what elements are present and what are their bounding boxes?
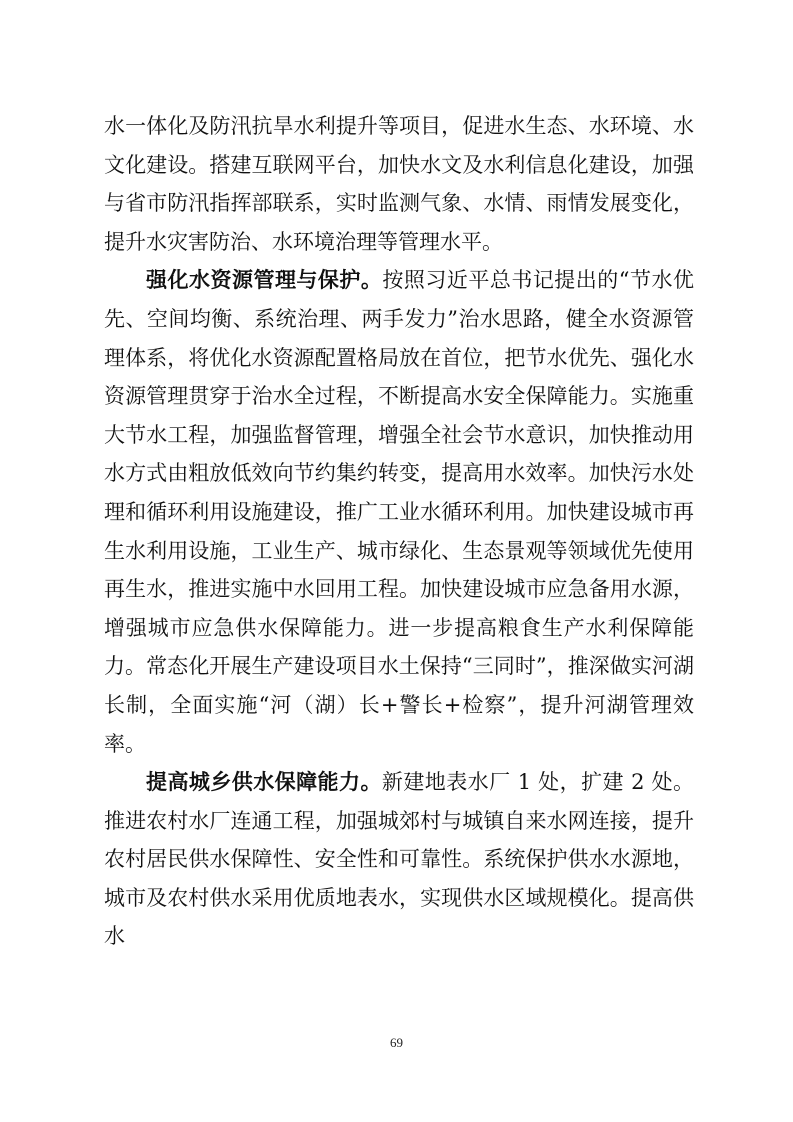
paragraph-water-supply bbox=[104, 763, 694, 956]
body-text bbox=[104, 107, 694, 956]
page-number: 69 bbox=[390, 1035, 403, 1050]
paragraph-heading: 提高城乡供水保障能力。 bbox=[146, 769, 382, 795]
paragraph-text: 水一体化及防汛抗旱水利提升等项目，促进水生态、水环境、水文化建设。搭建互联网平台，加快水文及水利信息化建设，加强与省市防汛指挥部联系，实时监测气象、水情、雨情发展变化，提升水灾害防治、水环境治理等管理水平。 bbox=[104, 114, 694, 254]
paragraph-water-resource-management bbox=[104, 261, 694, 763]
paragraph-continuation bbox=[104, 107, 694, 261]
paragraph-text: 按照习近平总书记提出的“节水优先、空间均衡、系统治理、两手发力”治水思路，健全水资源管理体系，将优化水资源配置格局放在首位，把节水优先、强化水资源管理贯穿于治水全过程，不断提高水安全保障能力。实施重大节水工程，加强监督管理，增强全社会节水意识，加快推动用水方式由粗放低效向节约集约转变，提高用水效率。加快污水处理和循环利用设施建设，推广工业水循环利用。加快建设城市再生水利用设施，工业生产、城市绿化、生态景观等领域优先使用再生水，推进实施中水回用工程。加快建设城市应急备用水源，增强城市应急供水保障能力。进一步提高粮食生产水利保障能力。常态化开展生产建设项目水土保持“三同时”，推深做实河湖长制，全面实施“河（湖）长+警长+检察”，提升河湖管理效率。 bbox=[104, 268, 694, 756]
paragraph-heading: 强化水资源管理与保护。 bbox=[146, 267, 383, 293]
paragraph-text: 新建地表水厂 1 处，扩建 2 处。推进农村水厂连通工程，加强城郊村与城镇自来水网连接，提升农村居民供水保障性、安全性和可靠性。系统保护供水水源地，城市及农村供水采用优质地表水，实现供水区域规模化。提高供水 bbox=[104, 770, 695, 949]
